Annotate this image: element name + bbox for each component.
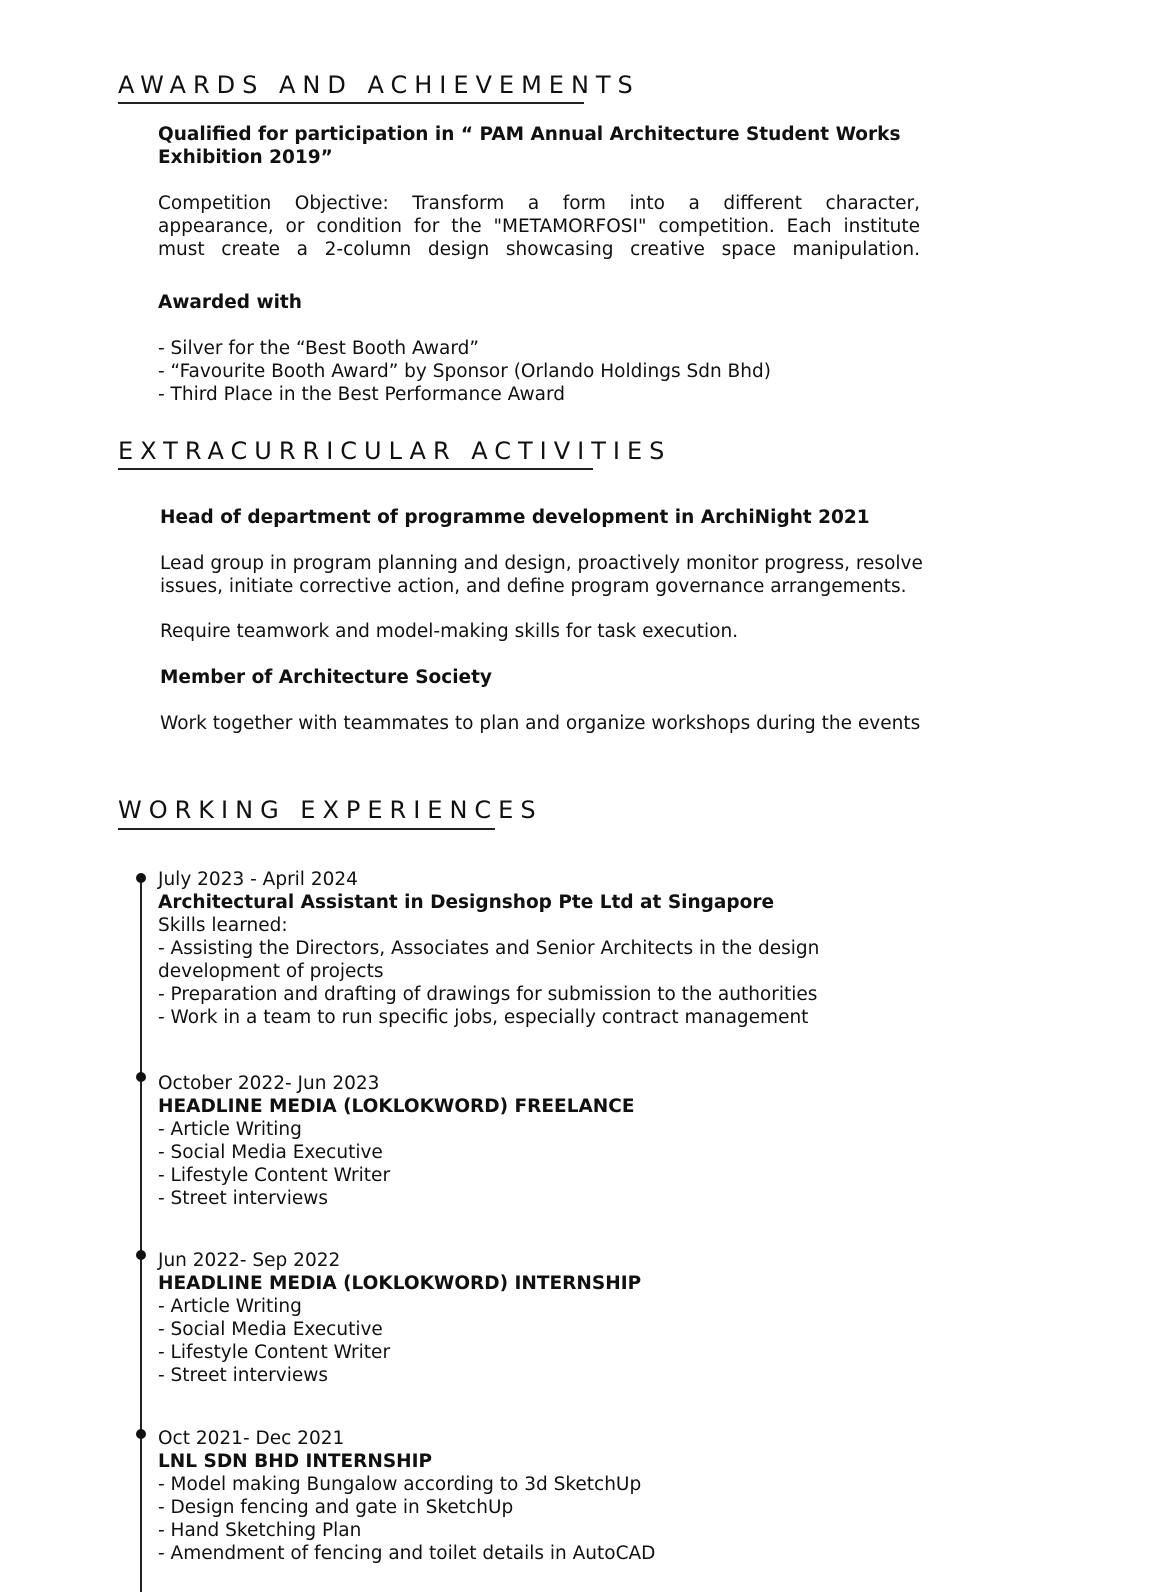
job-entry — [158, 1427, 920, 1565]
job-detail: - Article Writing — [158, 1119, 302, 1140]
job-detail: - Article Writing — [158, 1296, 302, 1317]
extracurricular-role1-title: Head of department of programme development in ArchiNight 2021 — [160, 507, 870, 528]
job-detail: Skills learned: — [158, 915, 288, 936]
job-date: July 2023 - April 2024 — [158, 869, 358, 890]
job-entry — [158, 1249, 920, 1387]
job-entry — [158, 1072, 920, 1210]
job-title: HEADLINE MEDIA (LOKLOKWORD) INTERNSHIP — [158, 1273, 642, 1294]
job-detail: - Lifestyle Content Writer — [158, 1342, 391, 1363]
extracurricular-role2-desc: Work together with teammates to plan and organize workshops during the events — [160, 713, 921, 734]
job-entry — [158, 868, 920, 1029]
extracurricular-heading: EXTRACURRICULAR ACTIVITIES — [118, 437, 672, 465]
job-title: HEADLINE MEDIA (LOKLOKWORD) FREELANCE — [158, 1096, 635, 1117]
awards-heading-underline — [118, 102, 584, 104]
awards-title — [158, 123, 920, 169]
timeline-dot — [136, 1250, 146, 1260]
awards-list-item: - “Favourite Booth Award” by Sponsor (Orlando Holdings Sdn Bhd) — [158, 361, 771, 382]
extracurricular-heading-underline — [118, 468, 593, 470]
job-date: Oct 2021- Dec 2021 — [158, 1428, 345, 1449]
job-date: Jun 2022- Sep 2022 — [158, 1250, 341, 1271]
awards-list-item: - Silver for the “Best Booth Award” — [158, 338, 479, 359]
extracurricular-role1-desc-line: Lead group in program planning and design, proactively monitor progress, resolve — [160, 553, 923, 574]
experience-heading-underline — [118, 828, 495, 830]
extracurricular-role2-title: Member of Architecture Society — [160, 667, 492, 688]
timeline-dot — [136, 1429, 146, 1439]
job-detail: development of projects — [158, 961, 384, 982]
awards-objective-line: appearance, or condition for the "METAMORFOSI" competition. Each institute — [158, 216, 920, 237]
job-detail: - Preparation and drafting of drawings for submission to the authorities — [158, 984, 818, 1005]
awards-title-line: Exhibition 2019” — [158, 147, 333, 168]
awards-objective-line: must create a 2-column design showcasing creative space manipulation. — [158, 239, 920, 260]
job-detail: - Social Media Executive — [158, 1142, 383, 1163]
awards-heading: AWARDS AND ACHIEVEMENTS — [118, 71, 640, 99]
job-detail: - Social Media Executive — [158, 1319, 383, 1340]
job-detail: - Street interviews — [158, 1365, 328, 1386]
extracurricular-role1-note: Require teamwork and model-making skills for task execution. — [160, 621, 739, 642]
job-detail: - Hand Sketching Plan — [158, 1520, 362, 1541]
experience-heading: WORKING EXPERIENCES — [118, 796, 543, 824]
job-detail: - Amendment of fencing and toilet details in AutoCAD — [158, 1543, 656, 1564]
timeline-dot — [136, 1072, 146, 1082]
awards-list-item: - Third Place in the Best Performance Award — [158, 384, 566, 405]
awards-objective — [158, 192, 920, 261]
job-detail: - Model making Bungalow according to 3d SketchUp — [158, 1474, 642, 1495]
job-date: October 2022- Jun 2023 — [158, 1073, 380, 1094]
job-title: Architectural Assistant in Designshop Pte Ltd at Singapore — [158, 892, 775, 913]
awarded-with-label: Awarded with — [158, 292, 302, 313]
job-detail: - Street interviews — [158, 1188, 328, 1209]
timeline-dot — [136, 873, 146, 883]
job-detail: - Lifestyle Content Writer — [158, 1165, 391, 1186]
awards-objective-line: Competition Objective: Transform a form into a different character, — [158, 193, 920, 214]
job-detail: - Design fencing and gate in SketchUp — [158, 1497, 514, 1518]
awards-title-line: Qualified for participation in “ PAM Annual Architecture Student Works — [158, 124, 901, 145]
extracurricular-role1-desc — [160, 552, 922, 598]
job-detail: - Work in a team to run specific jobs, especially contract management — [158, 1007, 809, 1028]
job-title: LNL SDN BHD INTERNSHIP — [158, 1451, 433, 1472]
timeline-line — [140, 878, 142, 1592]
extracurricular-role1-desc-line: issues, initiate corrective action, and define program governance arrangements. — [160, 576, 907, 597]
awards-list — [158, 337, 920, 406]
job-detail: - Assisting the Directors, Associates and Senior Architects in the design — [158, 938, 820, 959]
